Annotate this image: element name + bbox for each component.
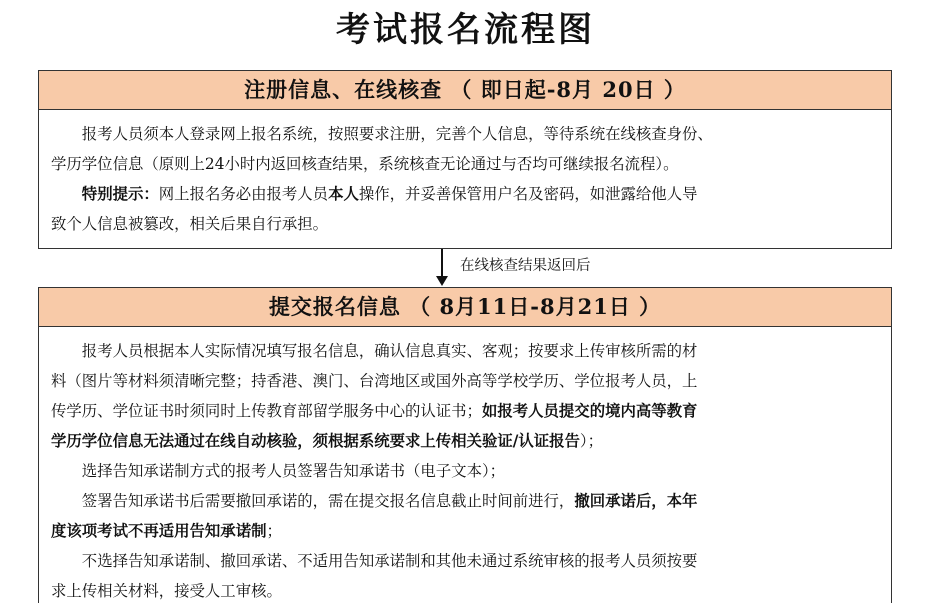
step-submit-paragraph-cont	[51, 396, 879, 426]
step-register-body	[39, 110, 891, 245]
withdraw-paragraph	[51, 486, 879, 516]
text-line: 致个人信息被篡改，相关后果自行承担。	[51, 215, 329, 233]
withdraw-paragraph-cont	[51, 516, 879, 546]
flow-connector-label: 在线核查结果返回后	[460, 258, 591, 274]
step-submit-paragraph	[51, 336, 879, 366]
text-line: 料（图片等材料须清晰完整；持香港、澳门、台湾地区或国外高等学校学历、学位报考人员，上	[51, 372, 698, 390]
text-line: 报考人员根据本人实际情况填写报名信息，确认信息真实、客观；按要求上传审核所需的材	[81, 342, 698, 360]
manual-review-paragraph	[51, 546, 879, 576]
text-line: 学历学位信息（原则上24小时内返回核查结果，系统核查无论通过与否均可继续报名流程）。	[51, 155, 679, 173]
emphasis-text: 撤回承诺后，本年	[574, 492, 698, 510]
special-notice-label: 特别提示：	[81, 185, 159, 203]
emphasis-text: 本人	[328, 185, 359, 203]
emphasis-text: 如报考人员提交的境内高等教育	[481, 402, 698, 420]
step-submit-paragraph-cont	[51, 366, 879, 396]
step-register-box	[38, 70, 892, 249]
text-line: 求上传相关材料，接受人工审核。	[51, 582, 282, 600]
text-line: 不选择告知承诺制、撤回承诺、不适用告知承诺制和其他未通过系统审核的报考人员须按要	[81, 552, 698, 570]
step-register-paragraph	[51, 119, 879, 149]
step-register-paragraph-cont	[51, 149, 879, 179]
text-line: ）；	[579, 432, 603, 450]
text-line: ；	[266, 522, 282, 540]
text-line: 报考人员须本人登录网上报名系统，按照要求注册，完善个人信息，等待系统在线核查身份、	[81, 125, 713, 143]
down-arrow-icon	[436, 276, 448, 286]
text-line: 网上报名务必由报考人员	[158, 185, 329, 203]
step-submit-paragraph-cont	[51, 426, 879, 456]
commitment-paragraph	[51, 456, 879, 486]
step-submit-body	[39, 327, 891, 612]
text-line: 操作，并妥善保管用户名及密码，如泄露给他人导	[358, 185, 698, 203]
text-line: 选择告知承诺制方式的报考人员签署告知承诺书（电子文本）；	[81, 462, 506, 480]
text-line: 签署告知承诺书后需要撤回承诺的，需在提交报名信息截止时间前进行，	[81, 492, 575, 510]
step-submit-header: 提交报名信息 （ 8月11日-8月21日 ）	[39, 288, 891, 327]
emphasis-text: 度该项考试不再适用告知承诺制	[51, 522, 267, 540]
special-notice	[51, 179, 879, 209]
special-notice-cont	[51, 209, 879, 239]
flow-connector-line	[441, 249, 443, 277]
manual-review-paragraph-cont	[51, 576, 879, 606]
step-register-header: 注册信息、在线核查 （ 即日起-8月 20日 ）	[39, 71, 891, 110]
emphasis-text: 学历学位信息无法通过在线自动核验，须根据系统要求上传相关验证/认证报告	[51, 432, 580, 450]
step-submit-box	[38, 287, 892, 603]
page-title: 考试报名流程图	[336, 10, 595, 50]
text-line: 传学历、学位证书时须同时上传教育部留学服务中心的认证书；	[51, 402, 482, 420]
